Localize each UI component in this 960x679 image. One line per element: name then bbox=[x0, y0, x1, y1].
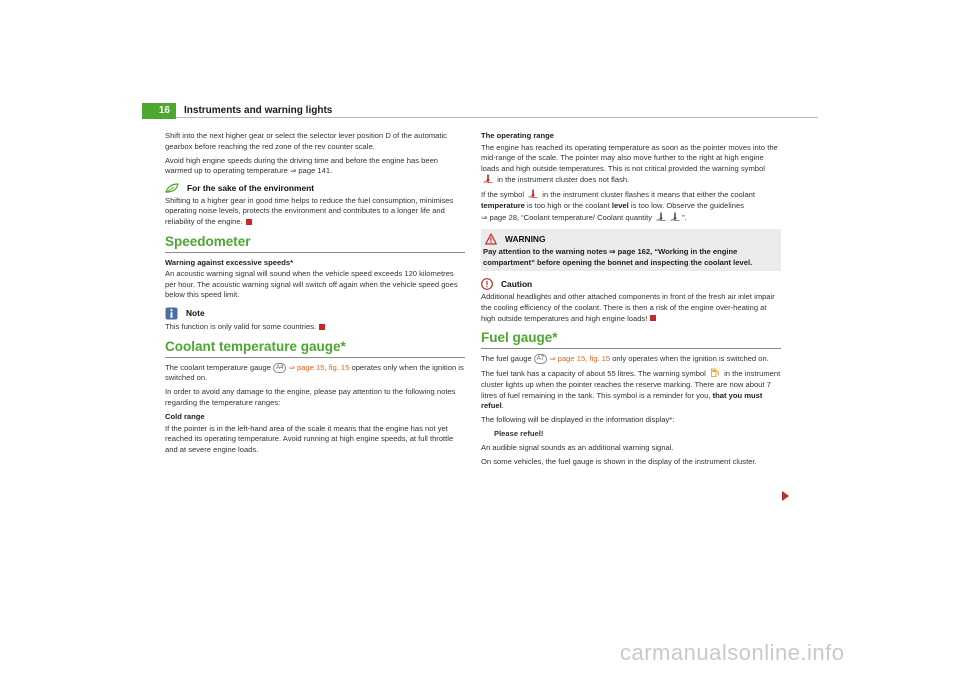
coolant-notes-paragraph: In order to avoid any damage to the engine, please pay attention to the following notes regarding the temperature ranges: bbox=[165, 387, 456, 407]
section-end-marker bbox=[246, 219, 252, 225]
caution-title: Caution bbox=[501, 279, 533, 290]
page-reference: ⇒ page 141. bbox=[289, 166, 333, 176]
warning-title: WARNING bbox=[505, 233, 546, 244]
info-display-paragraph: The following will be displayed in the information display*: bbox=[481, 415, 675, 425]
section-end-marker bbox=[319, 324, 325, 330]
cold-range-text: If the pointer is in the left-hand area of the scale it means that the engine has not yet reached its operating temperature. Avoid running at high engine speeds, at full throttle and at severe engine loads. bbox=[165, 423, 454, 454]
caution-exclamation-icon bbox=[481, 278, 493, 290]
figure-link[interactable]: ⇒ page 15, fig. 15 bbox=[549, 354, 611, 364]
page-header-title: Instruments and warning lights bbox=[184, 105, 333, 116]
coolant-intro-paragraph: The coolant temperature gauge A4 ⇒ page 15, fig. 15 operates only when the ignition is switched on. bbox=[165, 362, 464, 383]
engine-speed-paragraph: Avoid high engine speeds during the driving time and before the engine has been warmed up to operating temperature ⇒ page 141. bbox=[165, 155, 439, 176]
note-title: Note bbox=[186, 308, 205, 319]
figure-callout-badge: A4 bbox=[273, 363, 286, 373]
coolant-gauge-heading: Coolant temperature gauge* bbox=[165, 339, 465, 358]
speed-warning-subheading: Warning against excessive speeds* bbox=[165, 257, 294, 267]
speedometer-heading: Speedometer bbox=[165, 234, 465, 253]
environment-leaf-icon bbox=[165, 183, 179, 194]
warning-text: Pay attention to the warning notes ⇒ page 162, “Working in the engine compartment” before opening the bonnet and inspecting the coolant level. bbox=[483, 247, 753, 267]
coolant-temperature-icon bbox=[483, 174, 493, 183]
info-note-icon bbox=[165, 307, 178, 320]
caution-heading bbox=[481, 278, 781, 290]
warning-heading bbox=[485, 233, 779, 245]
site-watermark: carmanualsonline.info bbox=[620, 640, 845, 665]
operating-range-subheading: The operating range bbox=[481, 131, 554, 140]
coolant-temperature-icon bbox=[656, 212, 666, 221]
speed-warning-text: An acoustic warning signal will sound when the vehicle speed exceeds 120 kilometres per hour. The acoustic warning signal will switch off again when the vehicle speed goes below this speed limit. bbox=[165, 269, 458, 300]
section-end-marker bbox=[650, 315, 656, 321]
note-heading bbox=[165, 307, 465, 320]
page-number: 16 bbox=[142, 103, 176, 119]
operating-range-text: The engine has reached its operating temperature as soon as the pointer moves into the mid-range of the scale. The pointer may also move further to the right at high engine loads and high outside temperatures. This is not critical provided the warning symbol in the instrument cluster does not flash. bbox=[481, 142, 778, 185]
gear-shift-paragraph: Shift into the next higher gear or select the selector lever position D of the automatic gearbox before reaching the red zone of the rev counter scale. bbox=[165, 131, 447, 151]
page-reference: ⇒ page 28, “Coolant temperature/ Coolant quantity bbox=[481, 212, 652, 222]
fuel-intro-paragraph: The fuel gauge A7 ⇒ page 15, fig. 15 only operates when the ignition is switched on. bbox=[481, 354, 769, 364]
warning-triangle-icon bbox=[485, 233, 497, 245]
environment-note-text: Shifting to a higher gear in good time helps to reduce the fuel consumption, minimises operating noise levels, protects the environment and contributes to a longer life and reliability of the engine. bbox=[165, 195, 454, 227]
right-column bbox=[481, 131, 781, 472]
audible-signal-paragraph: An audible signal sounds as an additional warning signal. bbox=[481, 443, 674, 453]
warning-box bbox=[481, 229, 781, 271]
left-column bbox=[165, 131, 465, 459]
fuel-display-paragraph: On some vehicles, the fuel gauge is shown in the display of the instrument cluster. bbox=[481, 457, 757, 467]
next-page-arrow-icon[interactable] bbox=[782, 491, 789, 501]
coolant-temperature-icon bbox=[670, 212, 680, 221]
fuel-pump-icon bbox=[710, 368, 720, 377]
header-divider bbox=[176, 117, 818, 118]
fuel-gauge-heading: Fuel gauge* bbox=[481, 330, 781, 349]
figure-link[interactable]: ⇒ page 15, fig. 15 bbox=[288, 362, 350, 372]
fuel-capacity-paragraph: The fuel tank has a capacity of about 55 litres. The warning symbol in the instrument cluster lights up when the pointer reaches the reserve marking. There are now about 7 litres of fuel remaining in the tank. This symbol is a reminder for you, that you must refuel. bbox=[481, 369, 781, 411]
figure-callout-badge: A7 bbox=[534, 354, 547, 364]
environment-note-heading bbox=[165, 183, 465, 194]
caution-text: Additional headlights and other attached components in front of the fresh air inlet impair the cooling efficiency of the coolant. There is then a risk of the engine over-heating at high outside temperatures and high engine loads! bbox=[481, 292, 775, 323]
refuel-message: Please refuel! bbox=[494, 429, 544, 439]
coolant-temperature-icon bbox=[528, 189, 538, 198]
coolant-flash-paragraph: If the symbol in the instrument cluster flashes it means that either the coolant temperature is too high or the coolant level is too low. Observe the guidelines ⇒ page 28, “Coolant temperature/ Coolant quantity ”. bbox=[481, 190, 756, 222]
environment-note-title: For the sake of the environment bbox=[187, 183, 315, 194]
note-text: This function is only valid for some countries. bbox=[165, 322, 465, 333]
cold-range-subheading: Cold range bbox=[165, 412, 205, 421]
